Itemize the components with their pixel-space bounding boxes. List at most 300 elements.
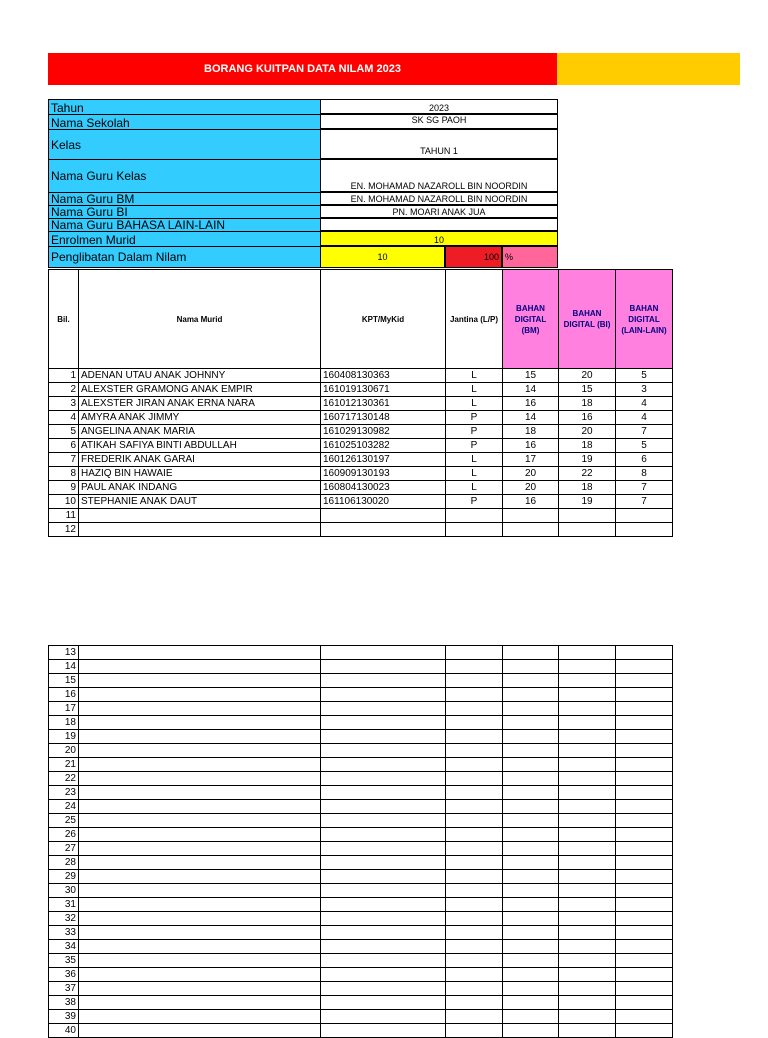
- guru-lain-label: Nama Guru BAHASA LAIN-LAIN: [48, 218, 320, 231]
- bi-cell[interactable]: [559, 702, 616, 716]
- bm-cell[interactable]: [503, 646, 559, 660]
- kpt-cell[interactable]: 160408130363: [321, 369, 446, 383]
- nama-cell[interactable]: [79, 523, 321, 537]
- kpt-cell[interactable]: [321, 996, 446, 1010]
- lain-cell[interactable]: 4: [616, 411, 673, 425]
- kpt-cell[interactable]: [321, 1024, 446, 1038]
- lain-cell[interactable]: [616, 842, 673, 856]
- lain-cell[interactable]: 8: [616, 467, 673, 481]
- guru-bi-label: Nama Guru BI: [48, 205, 320, 218]
- bi-cell[interactable]: 15: [559, 383, 616, 397]
- bil-cell: 12: [49, 523, 79, 537]
- lain-cell[interactable]: [616, 716, 673, 730]
- bi-cell[interactable]: [559, 954, 616, 968]
- bil-cell: 36: [49, 968, 79, 982]
- nama-cell[interactable]: [79, 646, 321, 660]
- kpt-cell[interactable]: 161019130671: [321, 383, 446, 397]
- lain-cell[interactable]: [616, 954, 673, 968]
- nama-cell[interactable]: PAUL ANAK INDANG: [79, 481, 321, 495]
- nama-cell[interactable]: [79, 954, 321, 968]
- nama-cell[interactable]: [79, 800, 321, 814]
- bi-cell[interactable]: [559, 1010, 616, 1024]
- kpt-cell[interactable]: 160126130197: [321, 453, 446, 467]
- jantina-cell[interactable]: [446, 842, 503, 856]
- jantina-cell[interactable]: [446, 674, 503, 688]
- bi-cell[interactable]: [559, 842, 616, 856]
- tahun-value[interactable]: 2023: [320, 99, 558, 114]
- kpt-cell[interactable]: [321, 646, 446, 660]
- nama-cell[interactable]: AMYRA ANAK JIMMY: [79, 411, 321, 425]
- bi-cell[interactable]: 18: [559, 481, 616, 495]
- kpt-cell[interactable]: [321, 772, 446, 786]
- nama-cell[interactable]: [79, 968, 321, 982]
- kpt-cell[interactable]: 161012130361: [321, 397, 446, 411]
- jantina-cell[interactable]: [446, 870, 503, 884]
- bi-cell[interactable]: [559, 856, 616, 870]
- kpt-cell[interactable]: 160804130023: [321, 481, 446, 495]
- nama-cell[interactable]: ALEXSTER GRAMONG ANAK EMPIR: [79, 383, 321, 397]
- jantina-cell[interactable]: [446, 646, 503, 660]
- bm-cell[interactable]: 16: [503, 439, 559, 453]
- lain-cell[interactable]: [616, 674, 673, 688]
- nama-cell[interactable]: ADENAN UTAU ANAK JOHNNY: [79, 369, 321, 383]
- lain-cell[interactable]: [616, 828, 673, 842]
- lain-cell[interactable]: 5: [616, 439, 673, 453]
- bi-cell[interactable]: [559, 688, 616, 702]
- bil-cell: 37: [49, 982, 79, 996]
- lain-cell[interactable]: [616, 660, 673, 674]
- lain-cell[interactable]: 6: [616, 453, 673, 467]
- bm-cell[interactable]: [503, 842, 559, 856]
- jantina-cell[interactable]: [446, 898, 503, 912]
- bil-cell: 38: [49, 996, 79, 1010]
- kpt-cell[interactable]: [321, 926, 446, 940]
- nama-cell[interactable]: [79, 744, 321, 758]
- jantina-cell[interactable]: P: [446, 439, 503, 453]
- bi-cell[interactable]: 19: [559, 495, 616, 509]
- table-row: [49, 898, 673, 912]
- table-row: [49, 1024, 673, 1038]
- lain-cell[interactable]: [616, 509, 673, 523]
- bi-cell[interactable]: [559, 898, 616, 912]
- kpt-cell[interactable]: [321, 758, 446, 772]
- nama-cell[interactable]: FREDERIK ANAK GARAI: [79, 453, 321, 467]
- jantina-cell[interactable]: [446, 730, 503, 744]
- jantina-cell[interactable]: L: [446, 397, 503, 411]
- kpt-cell[interactable]: [321, 814, 446, 828]
- jantina-cell[interactable]: [446, 688, 503, 702]
- table-row: [49, 814, 673, 828]
- bil-cell: 25: [49, 814, 79, 828]
- bm-cell[interactable]: [503, 996, 559, 1010]
- bil-cell: 29: [49, 870, 79, 884]
- lain-cell[interactable]: [616, 702, 673, 716]
- kpt-cell[interactable]: [321, 982, 446, 996]
- nama-cell[interactable]: [79, 842, 321, 856]
- bm-cell[interactable]: [503, 898, 559, 912]
- jantina-cell[interactable]: [446, 926, 503, 940]
- bm-cell[interactable]: 20: [503, 481, 559, 495]
- lain-cell[interactable]: [616, 758, 673, 772]
- jantina-cell[interactable]: [446, 509, 503, 523]
- table-row: [49, 912, 673, 926]
- bi-cell[interactable]: [559, 786, 616, 800]
- bm-cell[interactable]: [503, 702, 559, 716]
- bi-cell[interactable]: [559, 674, 616, 688]
- bi-cell[interactable]: [559, 523, 616, 537]
- form-title: BORANG KUITPAN DATA NILAM 2023: [48, 53, 557, 85]
- bm-cell[interactable]: [503, 870, 559, 884]
- bi-cell[interactable]: [559, 730, 616, 744]
- table-row: [49, 397, 673, 411]
- nama-cell[interactable]: [79, 1024, 321, 1038]
- table-row: [49, 439, 673, 453]
- jantina-cell[interactable]: L: [446, 369, 503, 383]
- table-row: [49, 383, 673, 397]
- bm-cell[interactable]: 20: [503, 467, 559, 481]
- kpt-cell[interactable]: 161029130982: [321, 425, 446, 439]
- bm-cell[interactable]: [503, 730, 559, 744]
- bm-cell[interactable]: [503, 523, 559, 537]
- lain-cell[interactable]: [616, 912, 673, 926]
- bi-cell[interactable]: [559, 716, 616, 730]
- kpt-cell[interactable]: [321, 674, 446, 688]
- guru-bm-value[interactable]: EN. MOHAMAD NAZAROLL BIN NOORDIN: [320, 192, 558, 205]
- kpt-cell[interactable]: [321, 509, 446, 523]
- lain-cell[interactable]: 3: [616, 383, 673, 397]
- tahun-label: Tahun: [48, 99, 320, 114]
- kpt-cell[interactable]: [321, 730, 446, 744]
- jantina-cell[interactable]: [446, 912, 503, 926]
- jantina-cell[interactable]: [446, 1010, 503, 1024]
- bi-cell[interactable]: [559, 996, 616, 1010]
- bil-cell: 34: [49, 940, 79, 954]
- nama-cell[interactable]: ATIKAH SAFIYA BINTI ABDULLAH: [79, 439, 321, 453]
- bm-cell[interactable]: [503, 772, 559, 786]
- kpt-cell[interactable]: [321, 660, 446, 674]
- nama-cell[interactable]: [79, 814, 321, 828]
- bi-cell[interactable]: 20: [559, 369, 616, 383]
- bm-cell[interactable]: [503, 800, 559, 814]
- bi-cell[interactable]: 18: [559, 397, 616, 411]
- nama-cell[interactable]: [79, 674, 321, 688]
- lain-cell[interactable]: [616, 646, 673, 660]
- jantina-cell[interactable]: L: [446, 467, 503, 481]
- jantina-cell[interactable]: [446, 702, 503, 716]
- bil-cell: 15: [49, 674, 79, 688]
- nama-cell[interactable]: [79, 912, 321, 926]
- bil-cell: 10: [49, 495, 79, 509]
- bm-cell[interactable]: [503, 884, 559, 898]
- bm-cell[interactable]: [503, 786, 559, 800]
- table-row: [49, 523, 673, 537]
- lain-cell[interactable]: 7: [616, 425, 673, 439]
- kpt-cell[interactable]: 160717130148: [321, 411, 446, 425]
- jantina-cell[interactable]: P: [446, 425, 503, 439]
- table-header-row: [49, 270, 673, 369]
- table-row: [49, 702, 673, 716]
- nama-cell[interactable]: ANGELINA ANAK MARIA: [79, 425, 321, 439]
- jantina-cell[interactable]: [446, 884, 503, 898]
- bi-cell[interactable]: [559, 646, 616, 660]
- bm-cell[interactable]: 16: [503, 495, 559, 509]
- table-row: [49, 968, 673, 982]
- nama-cell[interactable]: [79, 898, 321, 912]
- nama-cell[interactable]: HAZIQ BIN HAWAIE: [79, 467, 321, 481]
- lain-cell[interactable]: [616, 982, 673, 996]
- guru-bi-value[interactable]: PN. MOARI ANAK JUA: [320, 205, 558, 218]
- bil-cell: 8: [49, 467, 79, 481]
- bm-cell[interactable]: 16: [503, 397, 559, 411]
- bi-cell[interactable]: [559, 968, 616, 982]
- continuation-table: [48, 645, 673, 1038]
- nama-cell[interactable]: [79, 996, 321, 1010]
- nama-cell[interactable]: [79, 1010, 321, 1024]
- kpt-cell[interactable]: [321, 800, 446, 814]
- bm-cell[interactable]: [503, 1010, 559, 1024]
- guru-kelas-value[interactable]: EN. MOHAMAD NAZAROLL BIN NOORDIN: [320, 159, 558, 192]
- bi-cell[interactable]: [559, 828, 616, 842]
- lain-cell[interactable]: [616, 523, 673, 537]
- jantina-cell[interactable]: [446, 716, 503, 730]
- bil-cell: 39: [49, 1010, 79, 1024]
- bi-cell[interactable]: [559, 814, 616, 828]
- bi-cell[interactable]: [559, 800, 616, 814]
- bil-cell: 11: [49, 509, 79, 523]
- bil-cell: 18: [49, 716, 79, 730]
- info-block: [48, 99, 558, 269]
- bm-cell[interactable]: [503, 940, 559, 954]
- lain-cell[interactable]: [616, 996, 673, 1010]
- lain-cell[interactable]: 5: [616, 369, 673, 383]
- bm-cell[interactable]: [503, 954, 559, 968]
- bm-cell[interactable]: [503, 828, 559, 842]
- guru-kelas-label: Nama Guru Kelas: [48, 159, 320, 192]
- jantina-cell[interactable]: [446, 1024, 503, 1038]
- kpt-cell[interactable]: [321, 954, 446, 968]
- nama-cell[interactable]: STEPHANIE ANAK DAUT: [79, 495, 321, 509]
- jantina-cell[interactable]: P: [446, 411, 503, 425]
- lain-cell[interactable]: [616, 870, 673, 884]
- jantina-cell[interactable]: [446, 758, 503, 772]
- jantina-cell[interactable]: [446, 996, 503, 1010]
- bm-cell[interactable]: [503, 926, 559, 940]
- kpt-cell[interactable]: [321, 716, 446, 730]
- kpt-cell[interactable]: [321, 968, 446, 982]
- bi-cell[interactable]: 22: [559, 467, 616, 481]
- lain-cell[interactable]: [616, 884, 673, 898]
- kpt-cell[interactable]: 160909130193: [321, 467, 446, 481]
- bi-cell[interactable]: [559, 870, 616, 884]
- lain-cell[interactable]: 7: [616, 495, 673, 509]
- nama-cell[interactable]: [79, 730, 321, 744]
- nama-cell[interactable]: [79, 758, 321, 772]
- nama-cell[interactable]: [79, 509, 321, 523]
- kpt-cell[interactable]: 161106130020: [321, 495, 446, 509]
- kpt-cell[interactable]: 161025103282: [321, 439, 446, 453]
- nama-cell[interactable]: [79, 884, 321, 898]
- kpt-cell[interactable]: [321, 744, 446, 758]
- bm-cell[interactable]: [503, 982, 559, 996]
- kpt-cell[interactable]: [321, 940, 446, 954]
- nama-cell[interactable]: [79, 688, 321, 702]
- jantina-cell[interactable]: [446, 786, 503, 800]
- lain-cell[interactable]: 4: [616, 397, 673, 411]
- lain-cell[interactable]: [616, 926, 673, 940]
- kpt-cell[interactable]: [321, 702, 446, 716]
- jantina-cell[interactable]: [446, 828, 503, 842]
- lain-cell[interactable]: [616, 730, 673, 744]
- jantina-cell[interactable]: P: [446, 495, 503, 509]
- bm-cell[interactable]: [503, 814, 559, 828]
- nama-cell[interactable]: [79, 856, 321, 870]
- table-row: [49, 411, 673, 425]
- lain-cell[interactable]: [616, 898, 673, 912]
- sekolah-value[interactable]: SK SG PAOH: [320, 114, 558, 129]
- nama-cell[interactable]: [79, 982, 321, 996]
- nama-cell[interactable]: [79, 660, 321, 674]
- bi-cell[interactable]: 18: [559, 439, 616, 453]
- bil-cell: 27: [49, 842, 79, 856]
- bm-cell[interactable]: [503, 660, 559, 674]
- jantina-cell[interactable]: [446, 660, 503, 674]
- bi-cell[interactable]: [559, 1024, 616, 1038]
- kpt-cell[interactable]: [321, 884, 446, 898]
- bi-cell[interactable]: [559, 772, 616, 786]
- bm-cell[interactable]: [503, 509, 559, 523]
- lain-cell[interactable]: [616, 968, 673, 982]
- kpt-cell[interactable]: [321, 898, 446, 912]
- bi-cell[interactable]: [559, 982, 616, 996]
- table-row: [49, 509, 673, 523]
- jantina-cell[interactable]: [446, 814, 503, 828]
- lain-cell[interactable]: [616, 786, 673, 800]
- bm-cell[interactable]: 14: [503, 411, 559, 425]
- nama-cell[interactable]: [79, 828, 321, 842]
- jantina-cell[interactable]: L: [446, 453, 503, 467]
- nama-cell[interactable]: [79, 772, 321, 786]
- jantina-cell[interactable]: [446, 968, 503, 982]
- jantina-cell[interactable]: [446, 800, 503, 814]
- kelas-value[interactable]: TAHUN 1: [320, 129, 558, 159]
- peratus-value[interactable]: 100: [445, 246, 502, 268]
- jantina-cell[interactable]: L: [446, 481, 503, 495]
- bm-cell[interactable]: [503, 1024, 559, 1038]
- kpt-cell[interactable]: [321, 856, 446, 870]
- table-row: [49, 425, 673, 439]
- kpt-cell[interactable]: [321, 1010, 446, 1024]
- bm-cell[interactable]: [503, 744, 559, 758]
- kpt-cell[interactable]: [321, 523, 446, 537]
- bil-cell: 23: [49, 786, 79, 800]
- nama-cell[interactable]: [79, 786, 321, 800]
- bi-cell[interactable]: [559, 509, 616, 523]
- jantina-cell[interactable]: [446, 954, 503, 968]
- lain-cell[interactable]: [616, 1024, 673, 1038]
- enrolmen-value[interactable]: 10: [320, 231, 558, 246]
- bil-cell: 35: [49, 954, 79, 968]
- kpt-header: KPT/MyKid: [321, 270, 446, 369]
- kpt-cell[interactable]: [321, 842, 446, 856]
- bi-cell[interactable]: [559, 926, 616, 940]
- kpt-cell[interactable]: [321, 786, 446, 800]
- bm-cell[interactable]: [503, 856, 559, 870]
- kpt-cell[interactable]: [321, 870, 446, 884]
- bm-cell[interactable]: 14: [503, 383, 559, 397]
- kpt-cell[interactable]: [321, 912, 446, 926]
- bi-cell[interactable]: [559, 912, 616, 926]
- lain-cell[interactable]: 7: [616, 481, 673, 495]
- jantina-cell[interactable]: [446, 856, 503, 870]
- guru-lain-value[interactable]: [320, 218, 558, 231]
- lain-cell[interactable]: [616, 772, 673, 786]
- bm-cell[interactable]: 17: [503, 453, 559, 467]
- bi-cell[interactable]: 16: [559, 411, 616, 425]
- nama-cell[interactable]: [79, 716, 321, 730]
- bi-cell[interactable]: [559, 940, 616, 954]
- lain-cell[interactable]: [616, 1010, 673, 1024]
- jantina-cell[interactable]: [446, 772, 503, 786]
- table-row: [49, 730, 673, 744]
- lain-cell[interactable]: [616, 856, 673, 870]
- bi-cell[interactable]: [559, 884, 616, 898]
- table-row: [49, 688, 673, 702]
- table-row: [49, 786, 673, 800]
- bm-cell[interactable]: [503, 912, 559, 926]
- lain-cell[interactable]: [616, 814, 673, 828]
- student-table: [48, 269, 673, 537]
- lain-cell[interactable]: [616, 940, 673, 954]
- jantina-cell[interactable]: [446, 744, 503, 758]
- nama-cell[interactable]: [79, 702, 321, 716]
- bi-cell[interactable]: 19: [559, 453, 616, 467]
- bi-cell[interactable]: [559, 758, 616, 772]
- nama-cell[interactable]: ALEXSTER JIRAN ANAK ERNA NARA: [79, 397, 321, 411]
- bm-cell[interactable]: [503, 716, 559, 730]
- table-row: [49, 1010, 673, 1024]
- jantina-cell[interactable]: [446, 982, 503, 996]
- table-row: [49, 495, 673, 509]
- nama-cell[interactable]: [79, 940, 321, 954]
- bil-cell: 4: [49, 411, 79, 425]
- lain-cell[interactable]: [616, 688, 673, 702]
- bi-cell[interactable]: 20: [559, 425, 616, 439]
- bm-cell[interactable]: [503, 758, 559, 772]
- lain-cell[interactable]: [616, 800, 673, 814]
- bi-cell[interactable]: [559, 744, 616, 758]
- bm-cell[interactable]: [503, 688, 559, 702]
- bm-cell[interactable]: [503, 968, 559, 982]
- kpt-cell[interactable]: [321, 688, 446, 702]
- sekolah-label: Nama Sekolah: [48, 114, 320, 129]
- jantina-cell[interactable]: L: [446, 383, 503, 397]
- bm-cell[interactable]: 15: [503, 369, 559, 383]
- bil-cell: 1: [49, 369, 79, 383]
- nama-cell[interactable]: [79, 926, 321, 940]
- lain-cell[interactable]: [616, 744, 673, 758]
- table-row: [49, 660, 673, 674]
- kpt-cell[interactable]: [321, 828, 446, 842]
- jantina-cell[interactable]: [446, 940, 503, 954]
- bm-cell[interactable]: 18: [503, 425, 559, 439]
- nama-cell[interactable]: [79, 870, 321, 884]
- bm-cell[interactable]: [503, 674, 559, 688]
- table-row: [49, 954, 673, 968]
- jantina-cell[interactable]: [446, 523, 503, 537]
- bi-cell[interactable]: [559, 660, 616, 674]
- penglibatan-value[interactable]: 10: [320, 246, 445, 268]
- bil-cell: 3: [49, 397, 79, 411]
